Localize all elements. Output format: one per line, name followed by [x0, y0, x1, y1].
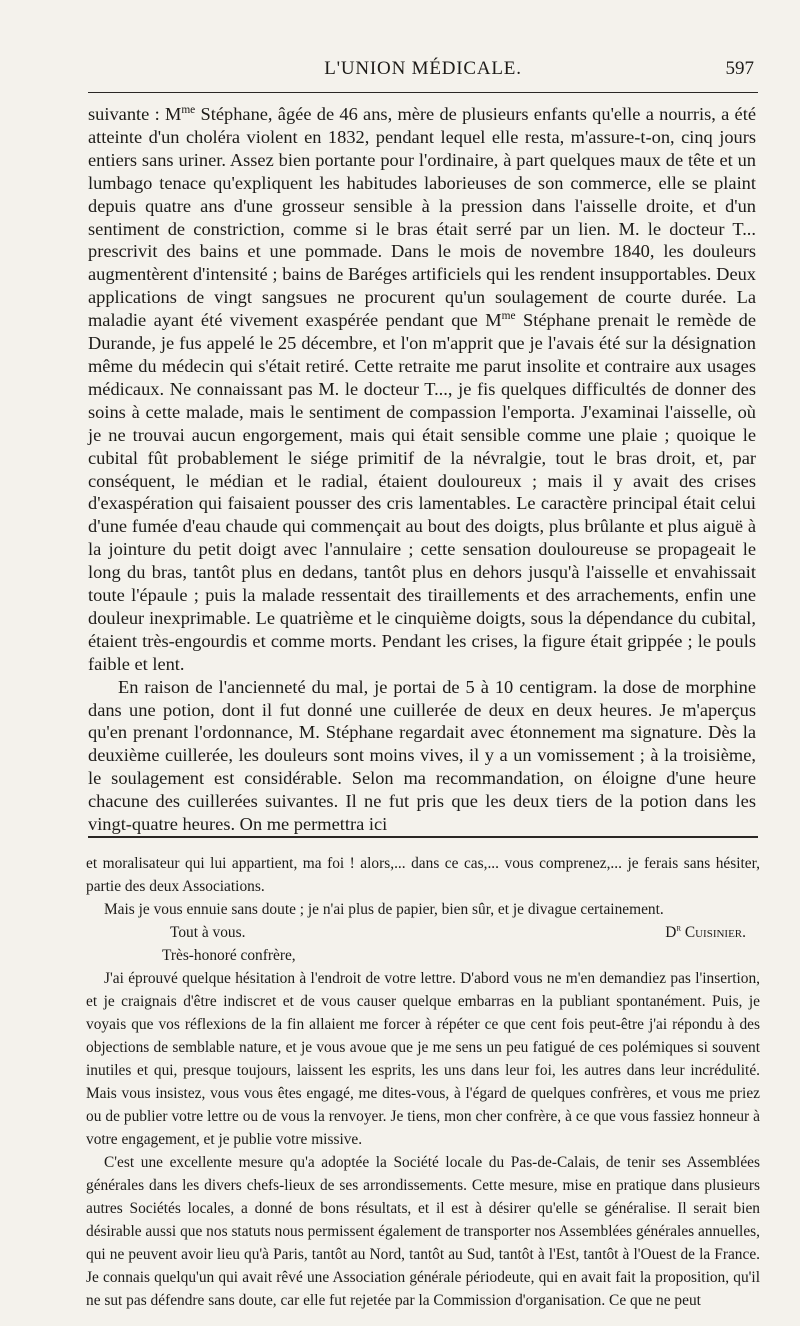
- text-run: Stéphane prenait le remède de Durande, je fus appelé le 25 décembre, et l'on m'apprit que je l'avais été sur la désignation même du médecin qui s'était retiré. Cette retraite me parut insolite et contraire aux usages médicaux. Ne connaissant pas M. le docteur T..., je fis quelques difficultés de donner des soins à cette malade, mais le sentiment de compassion l'emporta. J'examinai l'aisselle, où je ne trouvai aucun engorgement, mais qui était sensible comme une plaie ; quoique le cubital fût probablement le siége primitif de la névralgie, tout le bras droit, et, par conséquent, le médian et le radial, étaient douloureux ; mais il y avait des crises d'exaspération qui faisaient pousser des cris lamentables. Le caractère principal était celui d'une fumée d'eau chaude qui commençait au bout des doigts, plus brûlante et plus aiguë à la jointure du petit doigt avec l'annulaire ; cette sensation douloureuse se propageait le long du bras, tantôt plus en dedans, tantôt plus en dehors jusqu'à l'aisselle et envahissait toute l'épaule ; puis la malade ressentait des tiraillements et des arrachements, enfin une douleur inexprimable. Le quatrième et le cinquième doigts, sous la dépendance du cubital, étaient très-engourdis et comme morts. Pendant les crises, la figure était grippée ; le pouls faible et lent.: [88, 310, 757, 674]
- journal-title: L'UNION MÉDICALE.: [324, 58, 522, 79]
- reply-paragraph: J'ai éprouvé quelque hésitation à l'endroit de votre lettre. D'abord vous ne m'en demandiez pas l'insertion, et je craignais d'être indiscret et de vous causer quelque embarras en la publiant spontanément. Puis, je voyais que vos réflexions de la fin allaient me forcer à répéter ce que cent fois peut-être j'ai répondu à des objections de semblable nature, et je vous avoue que je me sens un peu fatigué de ces polémiques si souvent inutiles et qui, presque toujours, laissent les esprits, les uns dans leur foi, les autres dans leur incrédulité. Mais vous insistez, vous vous êtes engagé, me dites-vous, à l'égard de quelques confrères, et vous me priez ou de publier votre lettre ou de vous la renvoyer. Je tiens, mon cher confrère, à ce que vous fassiez honneur à votre engagement, et je publie votre missive.: [86, 970, 760, 1148]
- superscript: me: [501, 310, 516, 323]
- letter-text: et moralisateur qui lui appartient, ma foi ! alors,... dans ce cas,... vous comprenez,... je ferais sans hésiter, partie des deux Associations.: [86, 855, 760, 895]
- letter-closing: [86, 921, 760, 944]
- text-run: Cuisinier.: [680, 924, 746, 941]
- main-article: [88, 103, 756, 836]
- reply-paragraph: C'est une excellente mesure qu'a adoptée la Société locale du Pas-de-Calais, de tenir ses Assemblées générales dans les divers chefs-lieux de ses arrondissements. Cette mesure, mise en pratique dans plusieurs autres Sociétés locales, a donné de bons résultats, et il est à désirer qu'elle se généralise. Il serait bien désirable aussi que nos statuts nous permissent également de transporter nos Assemblées générales annuelles, qui ne peuvent avoir lieu qu'à Paris, tantôt au Nord, tantôt au Sud, tantôt à l'Est, tantôt à l'Ouest de la France. Je connais quelqu'un qui avait rêvé une Association générale périodeute, qui en avait fait la proposition, qu'il ne sut pas défendre sans doute, car elle fut rejetée par la Commission d'organisation. Ce que ne peut: [86, 1154, 760, 1309]
- superscript: r: [676, 922, 681, 934]
- page-number: 597: [725, 58, 754, 79]
- article-paragraph: [88, 103, 756, 676]
- section-rule: [88, 836, 758, 838]
- closing-phrase: Tout à vous.: [170, 924, 246, 941]
- running-header: [88, 58, 758, 88]
- header-rule: [88, 92, 758, 93]
- text-run: suivante : M: [88, 104, 182, 124]
- correspondence-section: [86, 852, 760, 1312]
- article-paragraph: En raison de l'ancienneté du mal, je portai de 5 à 10 centigram. la dose de morphine dans une potion, dont il fut donné une cuillerée de deux en deux heures. Je m'aperçus qu'en prenant l'ordonnance, M. Stéphane regardait avec étonnement ma signature. Dès la deuxième cuillerée, les douleurs sont moins vives, il y a un vomissement ; à la troisième, le soulagement est considérable. Selon ma recommandation, on éloigne d'une heure chacune des cuillerées suivantes. Il ne fut pris que les deux tiers de la potion dans les vingt-quatre heures. On me permettra ici: [88, 676, 756, 835]
- salutation: Très-honoré confrère,: [162, 947, 296, 964]
- text-run: Stéphane, âgée de 46 ans, mère de plusieurs enfants qu'elle a nourris, a été atteinte d'un choléra violent en 1832, pendant lequel elle resta, m'assure-t-on, cinq jours entiers sans uriner. Assez bien portante pour l'ordinaire, à part quelques maux de tête et un lumbago tenace qu'expliquent les habitudes laborieuses de son commerce, elle se plaint depuis quatre ans d'une grosseur sensible à la pression dans l'aisselle droite, et d'un sentiment de constriction, comme si le bras était serré par un lien. M. le docteur T... prescrivit des bains et une pommade. Dans le mois de novembre 1840, les douleurs augmentèrent d'intensité ; bains de Baréges artificiels qui les rendent insupportables. Deux applications de vingt sangsues ne procurent qu'un soulagement de courte durée. La maladie ayant été vivement exaspérée pendant que M: [88, 104, 756, 331]
- superscript: me: [181, 103, 196, 116]
- signature: [665, 921, 746, 944]
- letter-text: Mais je vous ennuie sans doute ; je n'ai plus de papier, bien sûr, et je divague certainement.: [104, 901, 664, 918]
- text-run: D: [665, 924, 677, 941]
